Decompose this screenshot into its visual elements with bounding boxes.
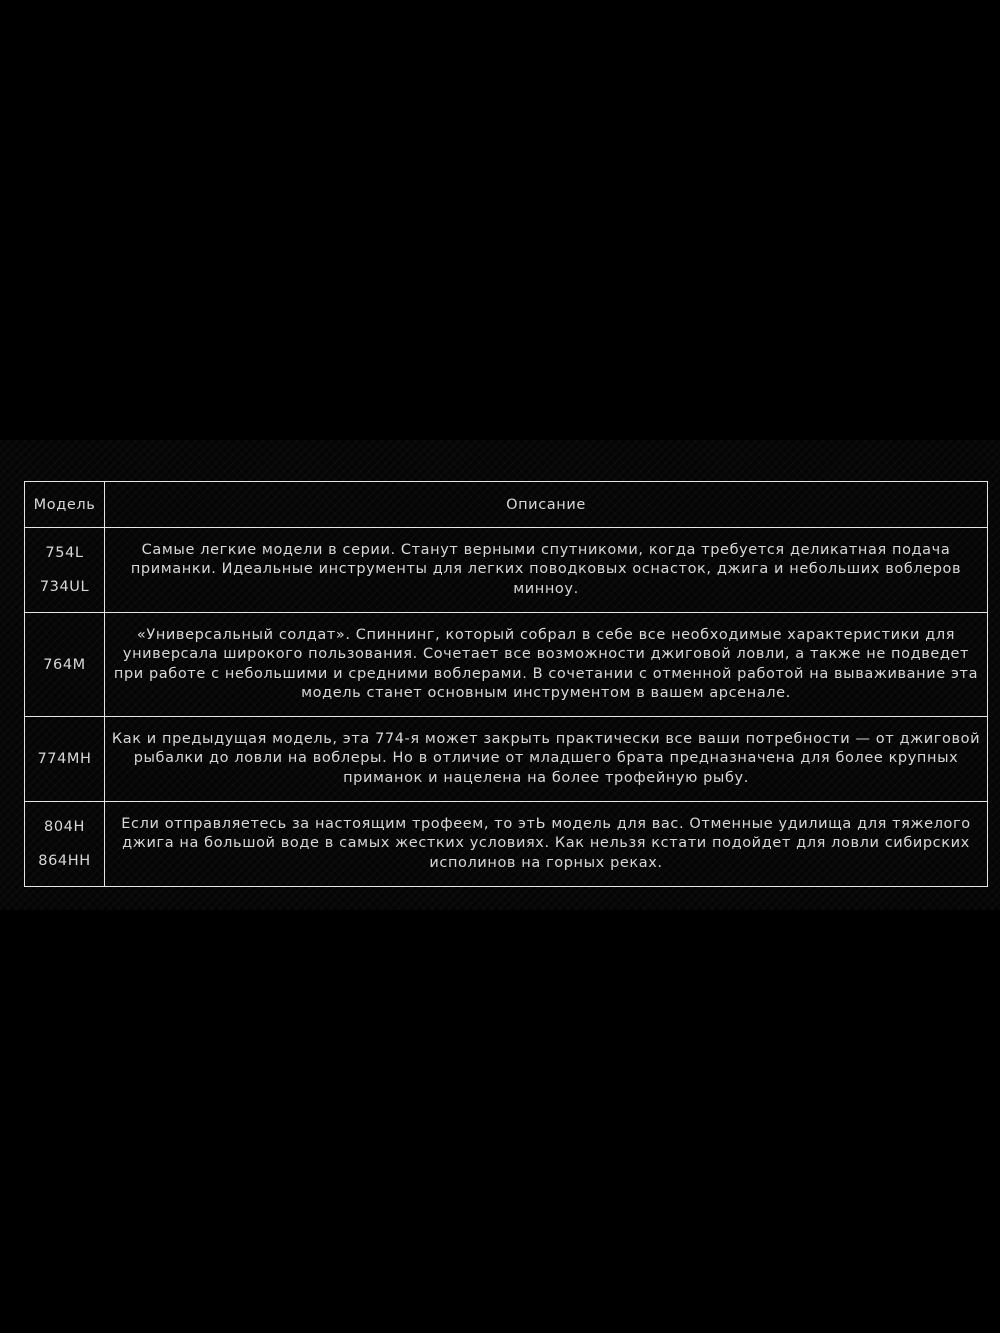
header-description: Описание xyxy=(105,482,988,528)
header-model: Модель xyxy=(25,482,105,528)
model-name: 754L xyxy=(45,545,84,561)
model-description-table xyxy=(24,481,988,887)
model-name: 804H xyxy=(44,819,85,835)
model-name: 774MH xyxy=(37,751,92,767)
table-header-row xyxy=(25,482,988,528)
model-cell xyxy=(25,528,105,613)
table-row xyxy=(25,613,988,717)
description-cell: Если отправляетесь за настоящим трофеем, то этЬ модель для вас. Отменные удилища для тяжелого джига на большой воде в самых жестких условиях. Как нельзя кстати подойдет для ловли сибирских исполинов на горных реках. xyxy=(105,802,988,887)
model-cell xyxy=(25,613,105,717)
table-row xyxy=(25,528,988,613)
model-cell xyxy=(25,802,105,887)
description-cell: «Универсальный солдат». Спиннинг, который собрал в себе все необходимые характеристики для универсала широкого пользования. Сочетает все возможности джиговой ловли, а также не подведет при работе с небольшими и средними воблерами. В сочетании с отменной работой на вываживание эта модель станет основным инструментом в вашем арсенале. xyxy=(105,613,988,717)
model-name: 764M xyxy=(43,656,86,673)
model-name: 864HH xyxy=(38,853,91,869)
table-row xyxy=(25,717,988,802)
model-name: 734UL xyxy=(39,579,90,595)
description-cell: Самые легкие модели в серии. Станут верными спутникоми, когда требуется деликатная подача приманки. Идеальные инструменты для легких поводковых оснасток, джига и небольших воблеров минноу. xyxy=(105,528,988,613)
table-row xyxy=(25,802,988,887)
model-cell xyxy=(25,717,105,802)
description-cell: Как и предыдущая модель, эта 774-я может закрыть практически все ваши потребности — от джиговой рыбалки до ловли на воблеры. Но в отличие от младшего брата предназначена для более крупных приманок и нацелена на более трофейную рыбу. xyxy=(105,717,988,802)
